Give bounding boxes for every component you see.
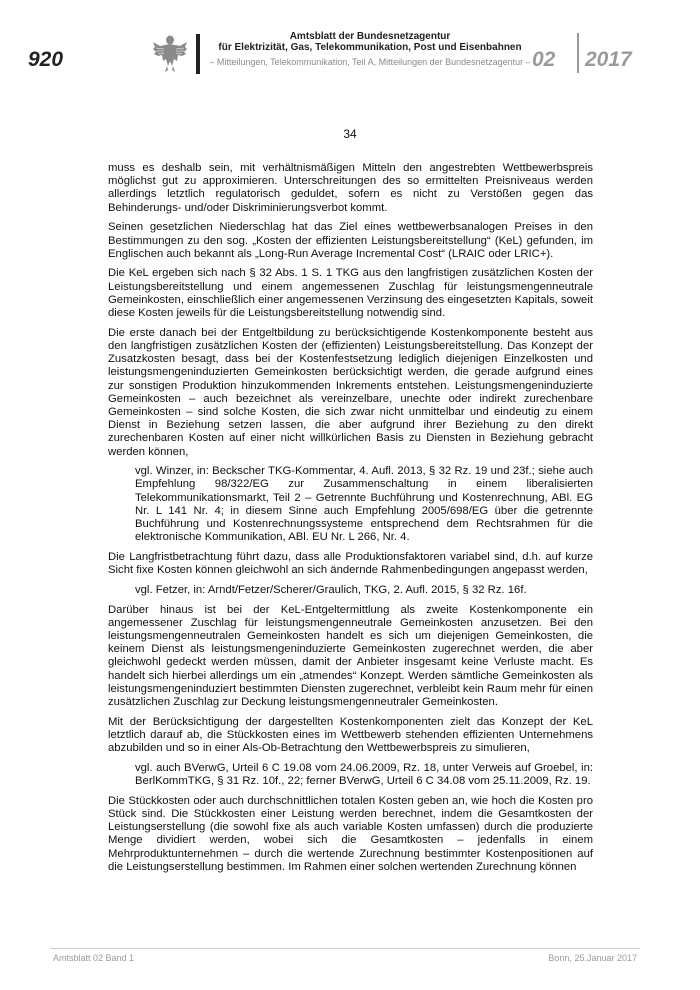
gazette-title [205, 31, 535, 53]
paragraph: muss es deshalb sein, mit verhältnismäßigen Mitteln den angestrebten Wettbewerbspreis möglichst gut zu approximieren. Unterschreitungen des so ermittelten Preisniveaus werden allerdings letztlich regulatorisch geduldet, sofern es nicht zu Verstößen gegen das Behinderungs- und/oder Diskriminierungsverbot kommt. [108, 162, 593, 214]
citation: vgl. Fetzer, in: Arndt/Fetzer/Scherer/Graulich, TKG, 2. Aufl. 2015, § 32 Rz. 16f. [135, 583, 527, 596]
document-body [108, 162, 593, 880]
federal-eagle-icon [152, 33, 188, 73]
paragraph: Die Langfristbetrachtung führt dazu, dass alle Produktionsfaktoren variabel sind, d.h. auf kurze Sicht fixe Kosten können gleichwohl an sich ändernde Rahmenbedingungen angepasst werden, [108, 550, 593, 577]
paragraph: Die Stückkosten oder auch durchschnittlichen totalen Kosten geben an, wie hoch die Kosten pro Stück sind. Die Stückkosten einer Leistung werden berechnet, indem die Gesamtkosten der Leistungserstellung (die sowohl fixe als auch variable Kosten umfassen) durch die produzierte Menge dividiert werden, wobei sich die Gesamtkosten – jedenfalls in einem Mehrproduktunternehmen – durch die wertende Zurechnung bestimmter Kostenpositionen auf die Leistungserstellung bestimmen. Im Rahmen einer solchen wertenden Zurechnung können [108, 794, 593, 873]
issue-divider [577, 33, 579, 73]
citation: vgl. auch BVerwG, Urteil 6 C 19.08 vom 24.06.2009, Rz. 18, unter Verweis auf Groebel, in: BerlKommTKG, § 31 Rz. 10f., 22; ferner BVerwG, Urteil 6 C 34.08 vom 25.11.2009, Rz. 19. [135, 761, 593, 788]
citation: vgl. Winzer, in: Beckscher TKG-Kommentar, 4. Aufl. 2013, § 32 Rz. 19 und 23f.; siehe auch Empfehlung 98/322/EG zur Zusammenschaltung in einem liberalisierten Telekommunikationsmarkt, Teil 2 – Getrennte Buchführung und Kostenrechnung, ABl. EG Nr. L 141 Nr. 4; in diesem Sinne auch Empfehlung 2005/698/EG über die getrennte Buchführung und Kostenrechnungssysteme entsprechend dem Rechtsrahmen für die elektronische Kommunikation, ABl. EU Nr. L 266, Nr. 4. [135, 465, 593, 544]
gazette-subtitle: – Mitteilungen, Telekommunikation, Teil A, Mitteilungen der Bundesnetzagentur – [209, 57, 531, 67]
paragraph: Die erste danach bei der Entgeltbildung zu berücksichtigende Kostenkomponente besteht aus den langfristigen zusätzlichen Kosten der (effizienten) Leistungsbereitstellung. Das Konzept der Zusatzkosten besagt, dass bei der Kostenfestsetzung lediglich diejenigen Einzelkosten und leistungsmengeninduzierten Gemeinkosten berücksichtigt werden, die gerade aufgrund eines zur sonstigen Produktion hinzukommenden Inkrements entstehen. Leistungsmengeninduzierte Gemeinkosten – auch bezeichnet als vereinzelbare, unechte oder indirekt zurechenbare Gemeinkosten – sind solche Kosten, die sich zwar nicht unmittelbar und eindeutig zu einem Dienst in Beziehung setzen lassen, die aber aufgrund ihrer Beziehung zu den direkt zurechenbaren Kosten auf einer nicht willkürlichen Basis zu Diensten in Beziehung gebracht werden können, [108, 326, 593, 458]
issue-year: 2017 [585, 48, 632, 71]
page-number: 920 [28, 48, 64, 71]
paragraph: Seinen gesetzlichen Niederschlag hat das Ziel eines wettbewerbsanalogen Preises in den Bestimmungen zu den sog. „Kosten der effizienten Leistungsbereitstellung“ (KeL) gefunden, im Englischen auch bekannt als „Long-Run Average Incremental Cost“ (LRAIC oder LRIC+). [108, 221, 593, 260]
paragraph: Mit der Berücksichtigung der dargestellten Kostenkomponenten zielt das Konzept der KeL letztlich darauf ab, die Stückkosten eines im Wettbewerb stehenden effizienten Unternehmens abzubilden und so in einer Als-Ob-Betrachtung den Wettbewerbspreis zu simulieren, [108, 715, 593, 755]
gazette-title-line-2: für Elektrizität, Gas, Telekommunikation, Post und Eisenbahnen [218, 42, 522, 53]
footer-date: Bonn, 25.Januar 2017 [548, 953, 637, 963]
inner-page-number: 34 [343, 127, 357, 141]
footer-volume: Amtsblatt 02 Band 1 [53, 953, 135, 963]
paragraph: Die KeL ergeben sich nach § 32 Abs. 1 S. 1 TKG aus den langfristigen zusätzlichen Kosten der Leistungsbereitstellung und einem angemessenen Zuschlag für leistungsmengenneutrale Gemeinkosten, einschließlich einer angemessenen Verzinsung des eingesetzten Kapitals, soweit diese Kosten jeweils für die Leistungsbereitstellung notwendig sind. [108, 267, 593, 320]
gazette-title-line-1: Amtsblatt der Bundesnetzagentur [289, 31, 451, 42]
paragraph: Darüber hinaus ist bei der KeL-Entgeltermittlung als zweite Kostenkomponente ein angemessener Zuschlag für leistungsmengenneutrale Gemeinkosten anzusetzen. Bei den leistungsmengenneutralen Gemeinkosten handelt es sich um diejenigen Gemeinkosten, die keinem Dienst als leistungsmengeninduzierte Gemeinkosten zugerechnet werden, die aber gleichwohl gedeckt werden müssen, damit der Anbieter insgesamt keine Verluste macht. Es handelt sich hierbei allerdings um ein „atmendes“ Konzept. Werden sämtliche Gemeinkosten als leistungsmengeninduziert bestimmten Diensten zugerechnet, verbleibt kein Raum mehr für einen zusätzlichen Zuschlag zur Deckung leistungsmengenneutraler Gemeinkosten. [108, 603, 593, 709]
issue-number: 02 [532, 48, 556, 71]
header-divider-bar [196, 34, 200, 74]
footer-divider [50, 948, 640, 949]
